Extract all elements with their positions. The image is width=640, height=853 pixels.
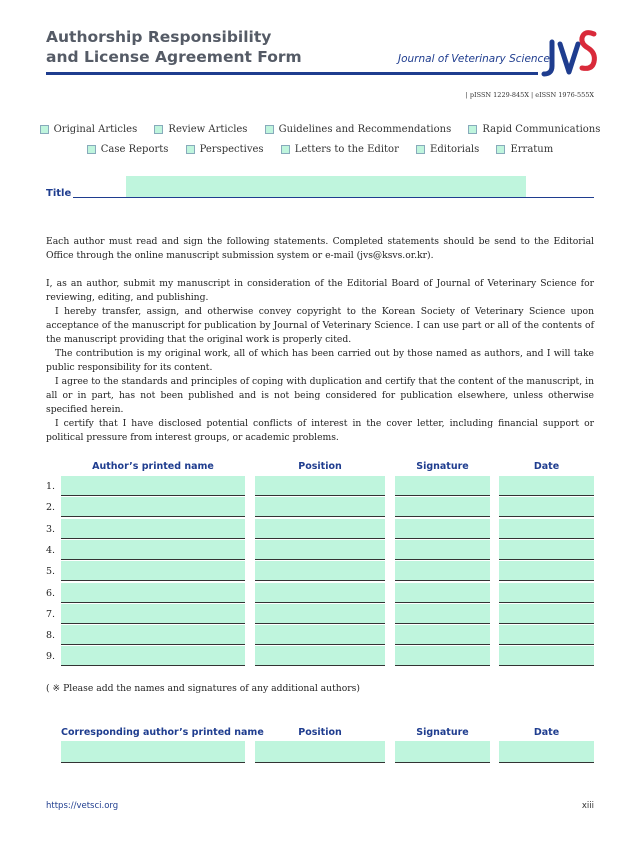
row-number: 6.	[46, 587, 56, 599]
checkbox-icon[interactable]	[265, 125, 274, 134]
title-label: Title	[46, 188, 72, 199]
checkbox-icon[interactable]	[281, 145, 290, 154]
col-signature: Signature	[416, 461, 469, 472]
col-date: Date	[533, 461, 560, 472]
row-number: 7.	[46, 608, 56, 620]
col-position: Position	[298, 461, 342, 472]
author-date-input[interactable]	[499, 540, 594, 560]
corresponding-name-input[interactable]	[61, 741, 245, 763]
checkbox-icon[interactable]	[154, 125, 163, 134]
author-signature-input[interactable]	[395, 583, 490, 603]
row-number: 1.	[46, 481, 56, 492]
instructions	[46, 235, 594, 263]
row-number: 2.	[46, 502, 56, 514]
row-number: 3.	[46, 523, 56, 535]
author-name-input[interactable]	[61, 497, 245, 517]
checkbox-icon[interactable]	[40, 125, 49, 134]
author-signature-input[interactable]	[395, 476, 490, 496]
author-date-input[interactable]	[499, 497, 594, 517]
author-position-input[interactable]	[255, 646, 385, 666]
form-title-line-1: Authorship Responsibility	[46, 28, 272, 46]
author-position-input[interactable]	[255, 604, 385, 624]
title-underline	[73, 197, 594, 198]
page-number: xiii	[581, 801, 594, 811]
option-case-reports[interactable]: Case Reports	[87, 144, 169, 155]
option-rapid-communications[interactable]: Rapid Communications	[468, 124, 600, 135]
instructions-text: Each author must read and sign the following statements. Completed statements should be send to the Editorial Office through the online manuscript submission system or e-mail (jvs@ksvs.or.kr).	[46, 236, 594, 261]
statement-3: The contribution is my original work, all of which has been carried out by those named as authors, and I will take public responsibility for its content.	[46, 348, 594, 373]
author-date-input[interactable]	[499, 625, 594, 645]
author-signature-input[interactable]	[395, 625, 490, 645]
author-date-input[interactable]	[499, 646, 594, 666]
col-corresponding-date: Date	[533, 727, 560, 738]
corresponding-date-input[interactable]	[499, 741, 594, 763]
option-perspectives[interactable]: Perspectives	[186, 144, 264, 155]
author-name-input[interactable]	[61, 604, 245, 624]
corresponding-position-input[interactable]	[255, 741, 385, 763]
checkbox-icon[interactable]	[496, 145, 505, 154]
option-letters-to-editor[interactable]: Letters to the Editor	[281, 144, 399, 155]
corresponding-signature-input[interactable]	[395, 741, 490, 763]
author-name-input[interactable]	[61, 519, 245, 539]
author-name-input[interactable]	[61, 625, 245, 645]
form-title	[46, 27, 302, 67]
author-position-input[interactable]	[255, 540, 385, 560]
header-rule	[46, 72, 538, 75]
row-number: 4.	[46, 544, 56, 556]
col-corresponding-signature: Signature	[416, 727, 469, 738]
author-name-input[interactable]	[61, 561, 245, 581]
author-signature-input[interactable]	[395, 497, 490, 517]
col-corresponding-name: Corresponding author’s printed name	[61, 727, 264, 738]
col-author-name: Author’s printed name	[92, 461, 214, 472]
statement-1: I, as an author, submit my manuscript in consideration of the Editorial Board of Journal of Veterinary Science for reviewing, editing, and publishing.	[46, 278, 594, 303]
author-position-input[interactable]	[255, 519, 385, 539]
option-original-articles[interactable]: Original Articles	[40, 124, 138, 135]
article-types-row-2	[0, 144, 640, 157]
author-position-input[interactable]	[255, 476, 385, 496]
author-name-input[interactable]	[61, 540, 245, 560]
author-signature-input[interactable]	[395, 604, 490, 624]
option-erratum[interactable]: Erratum	[496, 144, 553, 155]
statements	[46, 277, 594, 445]
author-signature-input[interactable]	[395, 519, 490, 539]
author-name-input[interactable]	[61, 646, 245, 666]
author-position-input[interactable]	[255, 497, 385, 517]
statement-4: I agree to the standards and principles of coping with duplication and certify that the content of the manuscript, in all or in part, has not been published and is not being considered for publication elsewhere, unless otherwise specified herein.	[46, 376, 594, 415]
author-signature-input[interactable]	[395, 540, 490, 560]
checkbox-icon[interactable]	[87, 145, 96, 154]
option-editorials[interactable]: Editorials	[416, 144, 479, 155]
checkbox-icon[interactable]	[468, 125, 477, 134]
article-types-row-1	[0, 124, 640, 137]
statement-2: I hereby transfer, assign, and otherwise convey copyright to the Korean Society of Veterinary Science upon acceptance of the manuscript for publication by Journal of Veterinary Science. I can use part or all of the contents of the manuscript providing that the original work is properly cited.	[46, 306, 594, 345]
journal-name: Journal of Veterinary Science	[398, 53, 550, 65]
author-date-input[interactable]	[499, 604, 594, 624]
checkbox-icon[interactable]	[186, 145, 195, 154]
option-guidelines[interactable]: Guidelines and Recommendations	[265, 124, 452, 135]
col-corresponding-position: Position	[298, 727, 342, 738]
additional-authors-note: ( ※ Please add the names and signatures of any additional authors)	[46, 683, 360, 694]
checkbox-icon[interactable]	[416, 145, 425, 154]
option-review-articles[interactable]: Review Articles	[154, 124, 247, 135]
author-date-input[interactable]	[499, 476, 594, 496]
author-position-input[interactable]	[255, 625, 385, 645]
issn-line: | pISSN 1229-845X | eISSN 1976-555X	[465, 91, 594, 99]
title-input[interactable]	[126, 176, 526, 197]
author-position-input[interactable]	[255, 561, 385, 581]
author-name-input[interactable]	[61, 476, 245, 496]
statement-5: I certify that I have disclosed potential conflicts of interest in the cover letter, including financial support or political pressure from interest groups, or academic problems.	[46, 418, 594, 443]
author-name-input[interactable]	[61, 583, 245, 603]
jvs-logo	[540, 28, 600, 78]
author-signature-input[interactable]	[395, 561, 490, 581]
form-title-line-2: and License Agreement Form	[46, 48, 302, 66]
author-date-input[interactable]	[499, 583, 594, 603]
footer-url[interactable]: https://vetsci.org	[46, 801, 119, 811]
row-number: 8.	[46, 630, 56, 642]
row-number: 5.	[46, 566, 56, 578]
author-date-input[interactable]	[499, 561, 594, 581]
author-position-input[interactable]	[255, 583, 385, 603]
row-number: 9.	[46, 651, 56, 663]
author-date-input[interactable]	[499, 519, 594, 539]
author-signature-input[interactable]	[395, 646, 490, 666]
